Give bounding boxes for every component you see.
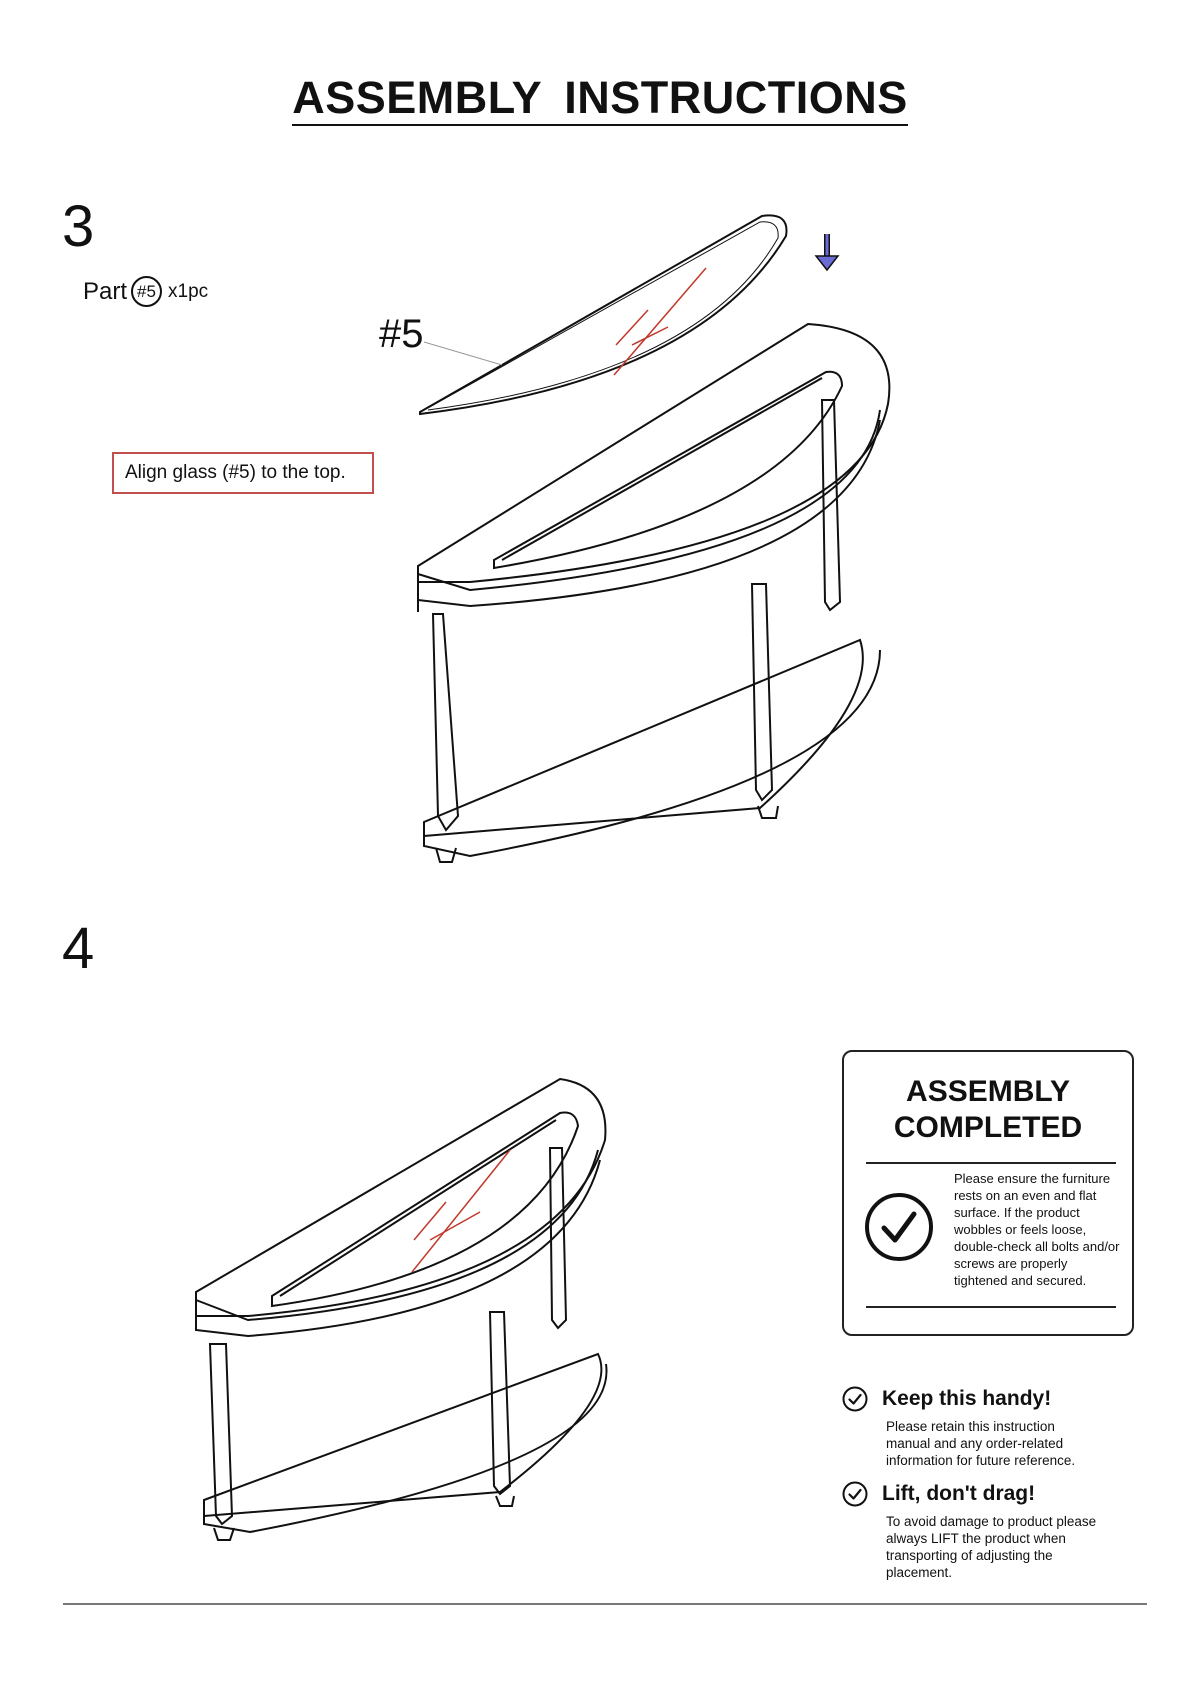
instruction-note-text: Align glass (#5) to the top.	[125, 462, 346, 483]
assembled-glass-glare-marks	[412, 1150, 510, 1272]
assembled-table-drawing	[196, 1079, 607, 1540]
tip-title: Lift, don't drag!	[882, 1482, 1036, 1505]
checkmark-circle-icon	[842, 1386, 868, 1412]
tip-lift-dont-drag	[842, 1481, 1142, 1581]
footer-divider	[63, 1603, 1147, 1605]
tip-text: Please retain this instruction manual and any order-related information for future reference.	[886, 1419, 1076, 1468]
tip-keep-handy	[842, 1386, 1142, 1469]
step-4-number: 4	[62, 916, 95, 981]
tip-title: Keep this handy!	[882, 1387, 1052, 1410]
checkmark-circle-icon	[864, 1192, 934, 1262]
assembly-completed-title	[844, 1074, 1132, 1146]
card-divider-bottom	[866, 1306, 1116, 1308]
checkmark-circle-icon	[842, 1481, 868, 1507]
part-callout-label: #5	[379, 312, 424, 356]
part-number-badge: #5	[131, 276, 162, 307]
step-3-number: 3	[62, 194, 95, 259]
assembly-completed-card	[842, 1050, 1134, 1336]
card-divider-top	[866, 1162, 1116, 1164]
tip-text: To avoid damage to product please always LIFT the product when transporting of adjusting the placement.	[886, 1514, 1097, 1580]
assembly-completed-text: Please ensure the furniture rests on an even and flat surface. If the product wobbles or feels loose, double-check all bolts and/or screws are properly tightened and secured.	[954, 1171, 1120, 1288]
page-title-text: ASSEMBLY INSTRUCTIONS	[292, 72, 908, 126]
part-quantity: x1pc	[168, 280, 209, 302]
assembly-completed-title-line-2: COMPLETED	[893, 1111, 1083, 1144]
assembly-completed-title-line-1: ASSEMBLY	[906, 1075, 1070, 1108]
parts-prefix: Part	[83, 277, 128, 305]
